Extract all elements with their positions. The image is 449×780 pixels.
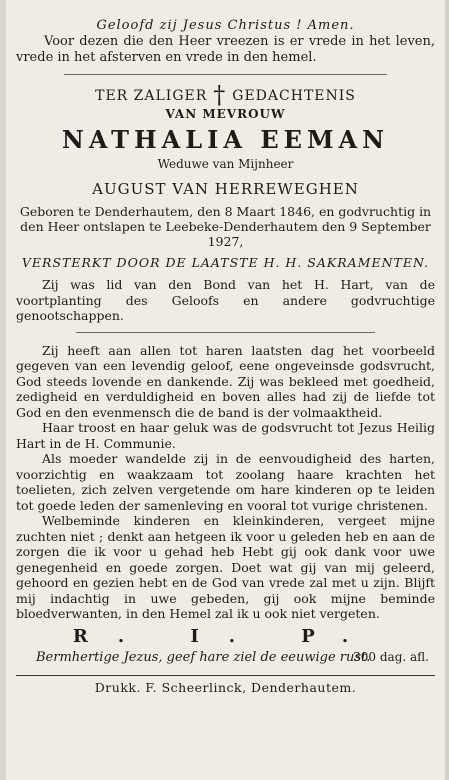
birth-death-text: Geboren te Denderhautem, den 8 Maart 1846, en godvruchtig in den Heer ontslapen te Leebeke-Denderhautem den 9 September 1927, — [19, 204, 432, 249]
widow-label: Weduwe van Mijnheer — [157, 157, 294, 171]
body-paragraph: Haar troost en haar geluk was de godsvrucht tot Jezus Heilig Hart in de H. Communie. — [16, 420, 435, 451]
deceased-name: NATHALIA EEMAN — [61, 125, 390, 154]
husband-name: AUGUST VAN HERREWEGHEN — [92, 180, 359, 198]
rip-text: R. I. P. — [72, 625, 379, 647]
member-paragraph: Zij was lid van den Bond van het H. Hart, van de voortplanting des Geloofs en andere godvruchtige genootschappen. — [16, 277, 435, 323]
divider-bottom — [16, 675, 435, 676]
indulgence-note: 300 dag. afl. — [353, 649, 429, 664]
mevrouw-label: VAN MEVROUW — [165, 107, 286, 121]
divider-middle — [76, 332, 375, 333]
motto: Geloofd zij Jesus Christus ! Amen. — [96, 18, 355, 33]
prayer-line: Bermhertige Jezus, geef hare ziel de eeuwige rust. — [36, 649, 371, 665]
heading — [16, 81, 435, 109]
heading-right: GEDACHTENIS — [232, 88, 356, 104]
heading-left: TER ZALIGER — [95, 88, 208, 104]
printer-credit: Drukk. F. Scheerlinck, Denderhautem. — [94, 679, 357, 695]
cross-icon: † — [213, 81, 227, 109]
body-paragraph: Welbeminde kinderen en kleinkinderen, vergeet mijne zuchten niet ; denkt aan hetgeen ik voor u geleden heb en aan de zorgen die ik voor u gehad heb Hebt gij ook dank voor uwe genegenheid en goede zorgen. Doet wat gij van mij geleerd, gehoord en gezien hebt en de God van vrede zal met u zijn. Blijft mij indachtig in uwe gebeden, gij ook mijne beminde bloedverwanten, in den Hemel zal ik u ook niet vergeten. — [16, 513, 435, 621]
intro-verse: Voor dezen die den Heer vreezen is er vrede in het leven, vrede in het afsterven en vrede in den hemel. — [16, 34, 435, 65]
divider-top — [64, 74, 387, 75]
body-paragraph: Als moeder wandelde zij in de eenvoudigheid des harten, voorzichtig en waakzaam tot zoolang haare krachten het toelieten, zich zelven vergetende om hare kinderen op te leiden tot goede leden der samenleving en vooral tot vurige christenen. — [16, 451, 435, 513]
body-paragraph: Zij heeft aan allen tot haren laatsten dag het voorbeeld gegeven van een levendig geloof, eene ongeveinsde godsvrucht, God steeds lovende en dankende. Zij was bekleed met goedheid, zedigheid en verduldigheid en boven alles had zij de liefde tot God en den evenmensch die de band is der volmaaktheid. — [16, 342, 435, 420]
sacrament-line: VERSTERKT DOOR DE LAATSTE H. H. SAKRAMENTEN. — [21, 255, 430, 270]
